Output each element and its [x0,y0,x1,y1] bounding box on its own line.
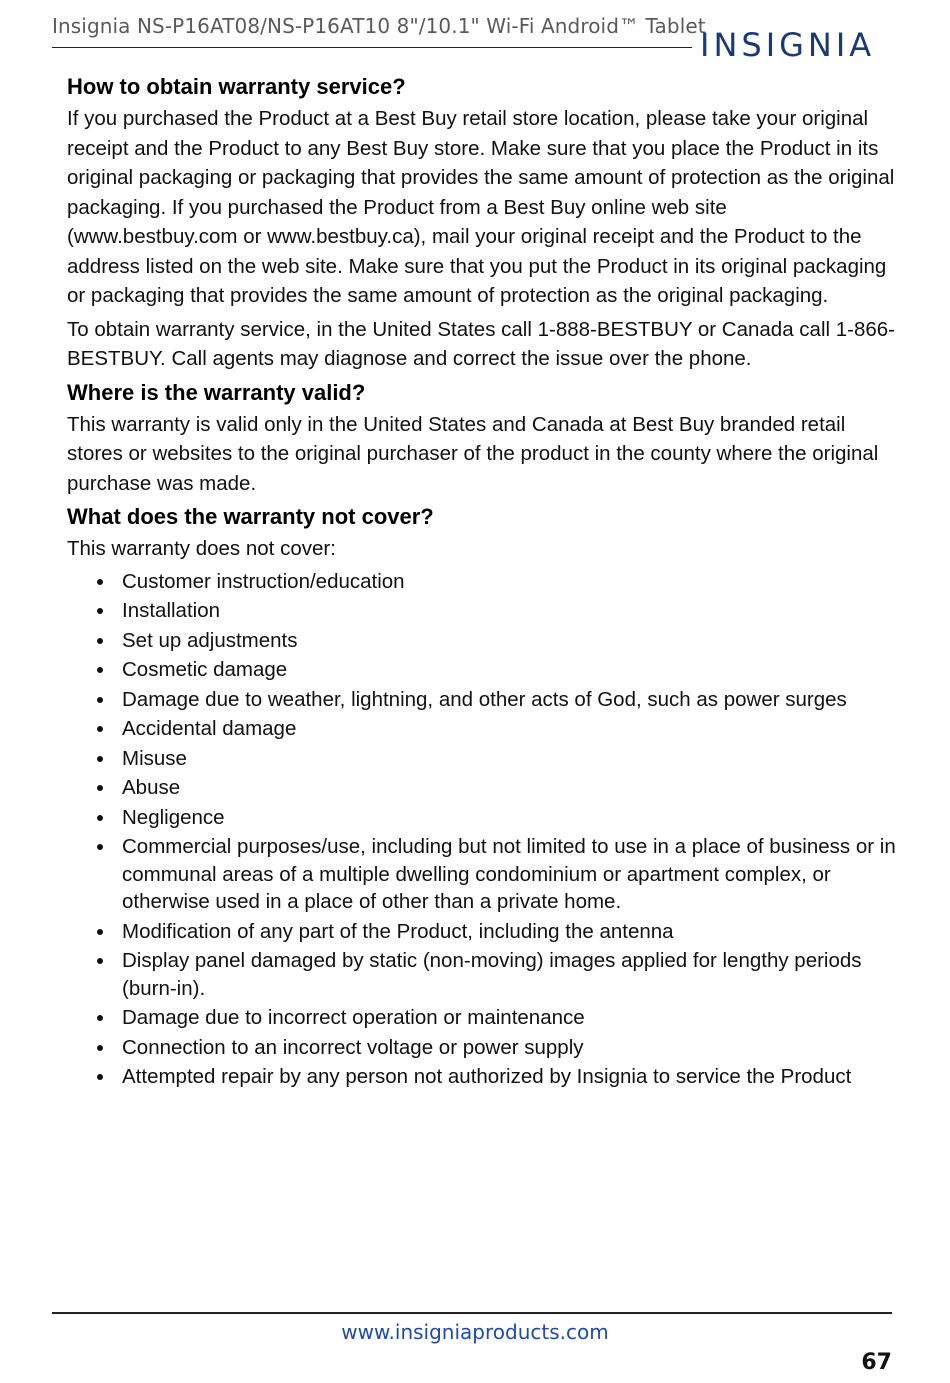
bullet-icon [97,958,103,964]
list-item-text: Accidental damage [122,717,297,740]
paragraph-obtain-2: To obtain warranty service, in the United States call 1-888-BESTBUY or Canada call 1-866-BESTBUY. Call agents may diagnose and correct the issue over the phone. [67,317,896,370]
bullet-icon [97,697,103,703]
page-number: 67 [861,1350,892,1375]
list-item-text: Damage due to weather, lightning, and other acts of God, such as power surges [122,687,847,711]
list-item [67,627,897,655]
heading-warranty-valid: Where is the warranty valid? [67,379,366,405]
footer-divider [52,1312,892,1314]
list-item-text: Modification of any part of the Product, including the antenna [122,919,674,943]
bullet-icon [97,1074,103,1080]
list-item-text: Connection to an incorrect voltage or power supply [122,1035,584,1059]
list-item [67,597,897,625]
list-item [67,947,897,1002]
paragraph-valid: This warranty is valid only in the United States and Canada at Best Buy branded retail stores or websites to the original purchaser of the product in the county where the original purchase was made. [67,412,879,495]
bullet-icon [97,579,103,585]
exclusions-list [67,568,897,1091]
list-item [67,774,897,802]
bullet-icon [97,756,103,762]
list-item-text: Misuse [122,746,187,770]
bullet-icon [97,1015,103,1021]
list-item [67,833,897,916]
list-item [67,656,897,684]
list-item-text: Customer instruction/education [122,569,405,593]
heading-not-cover: What does the warranty not cover? [67,504,434,529]
list-item [67,686,897,714]
list-item-text: Installation [122,599,221,622]
heading-obtain-warranty: How to obtain warranty service? [67,74,406,99]
bullet-icon [97,638,103,644]
bullet-icon [97,726,103,732]
header-divider [52,47,692,48]
list-item [67,1004,897,1032]
header-title: Insignia NS-P16AT08/NS-P16AT10 8"/10.1" Wi-Fi Android™ Tablet [52,14,706,38]
list-item-text: Damage due to incorrect operation or maintenance [122,1006,585,1029]
list-item [67,1034,897,1062]
bullet-icon [97,785,103,791]
list-item-text: Cosmetic damage [122,658,288,681]
list-item [67,568,897,596]
list-item [67,1063,897,1091]
list-item [67,804,897,832]
list-item-text: Abuse [122,776,181,799]
list-item [67,918,897,946]
list-item [67,715,897,743]
bullet-icon [97,844,103,850]
bullet-icon [97,667,103,673]
list-item-text: Display panel damaged by static (non-moving) images applied for lengthy periods (burn-in). [122,949,862,1000]
bullet-icon [97,1045,103,1051]
bullet-icon [97,608,103,614]
footer-website-link[interactable]: www.insigniaproducts.com [341,1320,609,1344]
paragraph-not-cover-intro: This warranty does not cover: [67,537,336,560]
bullet-icon [97,929,103,935]
insignia-logo: INSIGNIA [700,26,876,64]
list-item-text: Set up adjustments [122,628,298,652]
page-content [67,72,897,1093]
list-item-text: Attempted repair by any person not authorized by Insignia to service the Product [122,1065,852,1088]
paragraph-obtain-1: If you purchased the Product at a Best Buy retail store location, please take your original receipt and the Product to any Best Buy store. Make sure that you place the Product in its original packaging or packaging that provides the same amount of protection as the original packaging. If you purchased the Product from a Best Buy online web site (www.bestbuy.com or www.bestbuy.ca), mail your original receipt and the Product to the address listed on the web site. Make sure that you put the Product in its original packaging or packaging that provides the same amount of protection as the original packaging. [67,107,895,307]
list-item-text: Negligence [122,805,225,829]
list-item-text: Commercial purposes/use, including but not limited to use in a place of business or in communal areas of a multiple dwelling condominium or apartment complex, or otherwise used in a place of other than a private home. [122,835,896,913]
bullet-icon [97,815,103,821]
list-item [67,745,897,773]
